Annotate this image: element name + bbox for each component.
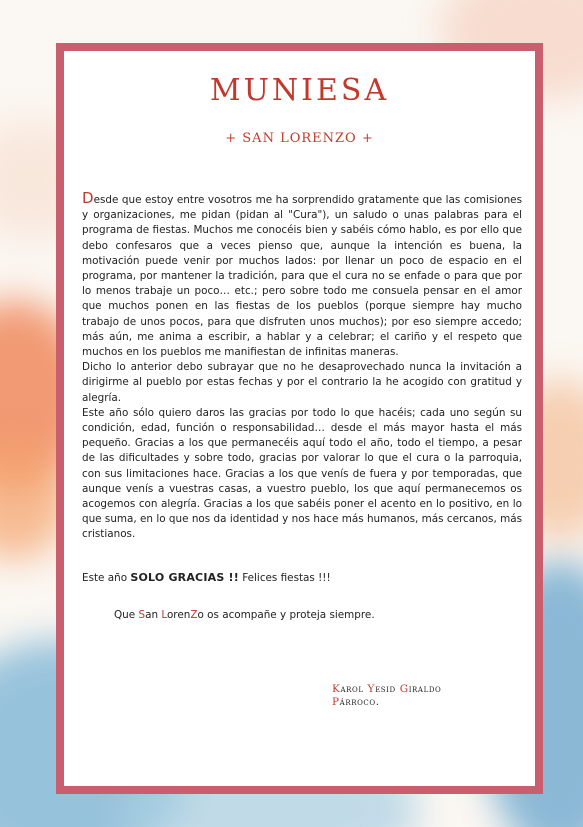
signature-role <box>332 696 441 709</box>
closing-post: Felices fiestas !!! <box>238 572 331 584</box>
signature-name-part: arol <box>340 683 368 695</box>
blessing-an: an <box>145 609 162 621</box>
blessing-line <box>114 609 375 621</box>
drop-cap: D <box>82 189 94 207</box>
signature-initial-y: Y <box>367 683 376 695</box>
letter-body <box>82 191 522 543</box>
blessing-oren: oren <box>166 609 191 621</box>
blessing-post: o os acompañe y proteja siempre. <box>197 609 375 621</box>
blessing-initial-l: L <box>161 609 167 621</box>
signature <box>332 683 441 709</box>
paragraph-1 <box>82 191 522 360</box>
blessing-initial-z: Z <box>190 609 198 621</box>
closing-pre: Este año <box>82 572 131 584</box>
closing-bold: SOLO GRACIAS !! <box>130 571 239 584</box>
signature-name-part: esid <box>375 683 400 695</box>
signature-name-part: iraldo <box>408 683 442 695</box>
signature-initial-k: K <box>332 683 341 695</box>
page-subtitle: + SAN LORENZO + <box>225 131 374 146</box>
page-title: MUNIESA <box>209 73 390 108</box>
signature-initial-g: G <box>399 683 409 695</box>
blessing-initial-s: S <box>138 609 146 621</box>
paragraph-1-text: esde que estoy entre vosotros me ha sorprendido gratamente que las comisiones y organizaciones, me pidan (pidan al "Cura"), un saludo o unas palabras para el programa de fiestas. Muchos me conocéis bien y sabéis cómo hablo, es por ello que debo confesaros que a veces pienso que, aunque la intención es buena, la motivación puede venir por muchos lados: por llenar un poco de espacio en el programa, por mantener la tradición, para que el cura no se enfade o para que por lo menos trabaje un poco… etc.; pero sobre todo me consuela pensar en el amor que muchos ponen en las fiestas de los pueblos (porque siempre hay mucho trabajo de unos pocos, para que disfruten unos muchos); por eso siempre accedo; más aún, me anima a escribir, a hablar y a celebrar; el cariño y el respeto que muchos en los pueblos me manifiestan de infinitas maneras. <box>82 194 522 359</box>
paragraph-3: Este año sólo quiero daros las gracias por todo lo que hacéis; cada uno según su condición, edad, función o responsabilidad… desde el más mayor hasta el más pequeño. Gracias a los que permanecéis aquí todo el año, todo el tiempo, a pesar de las dificultades y sobre todo, gracias por valorar lo que el cura o la parroquia, con sus limitaciones hace. Gracias a los que venís de fuera y por temporadas, que aunque venís a vuestras casas, a vuestro pueblo, los que aquí permanecemos os acogemos con alegría. Gracias a los que sabéis poner el acento en lo positivo, en lo que suma, en lo que nos da identidad y nos hace más humanos, más cercanos, más cristianos. <box>82 406 522 541</box>
closing-line <box>82 571 331 584</box>
page-frame <box>56 43 543 794</box>
signature-name <box>332 683 441 696</box>
signature-role-text: árroco. <box>339 696 380 708</box>
signature-initial-p: P <box>332 696 340 708</box>
blessing-pre: Que <box>114 609 139 621</box>
paragraph-2: Dicho lo anterior debo subrayar que no he desaprovechado nunca la invitación a dirigirme al pueblo por estas fechas y por el contrario la he acogido con gratitud y alegría. <box>82 361 522 404</box>
